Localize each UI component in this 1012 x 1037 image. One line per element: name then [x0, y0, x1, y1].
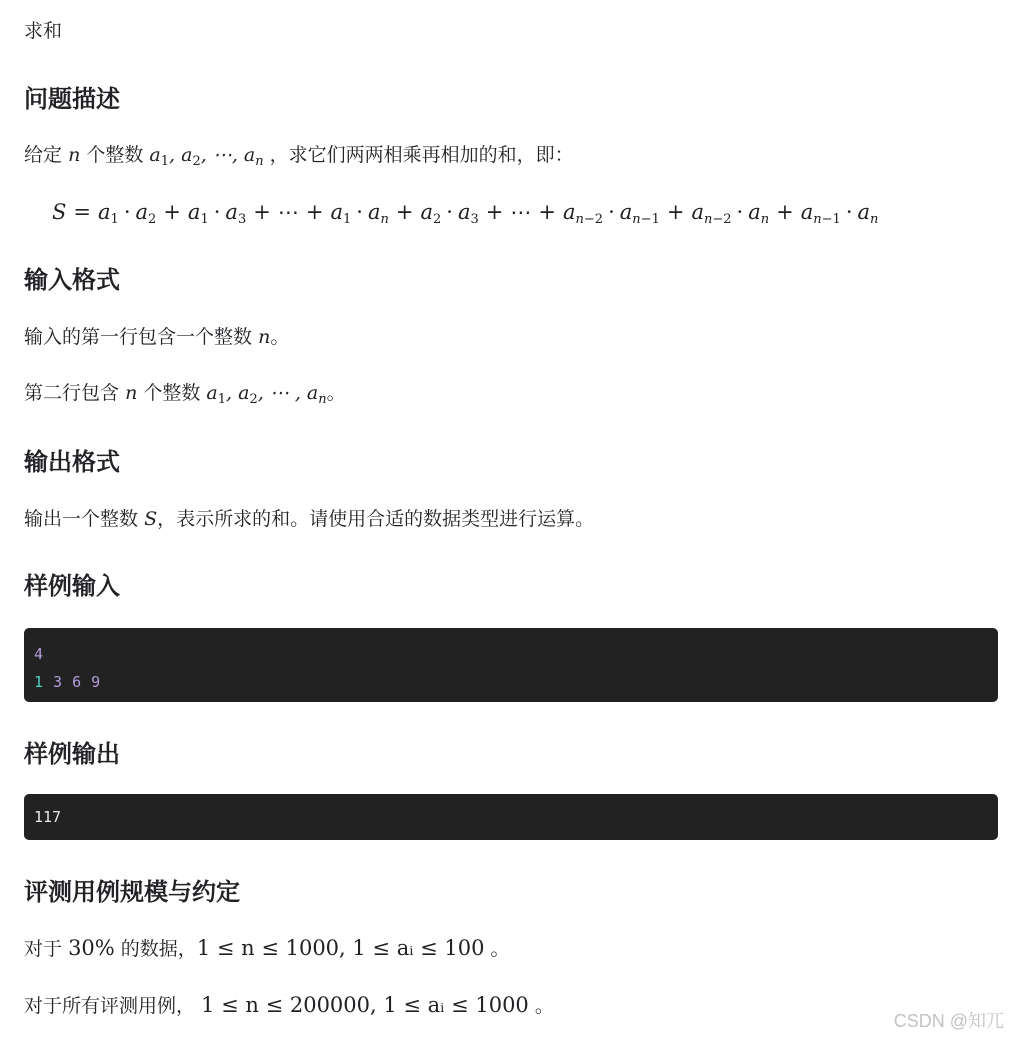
- code-token: 9: [91, 673, 101, 691]
- heading-input: 输入格式: [24, 266, 120, 294]
- constraint1-percent: 30%: [68, 936, 115, 960]
- output-text-prefix: 输出一个整数: [24, 508, 139, 530]
- constraint-line-2: [24, 992, 554, 1019]
- sample-output-code-block[interactable]: [24, 794, 998, 840]
- input-line1-suffix: 。: [270, 326, 290, 348]
- problem-text-mid: 个整数: [86, 144, 144, 166]
- problem-title: 求和: [24, 20, 63, 42]
- problem-text-suffix: ，求它们两两相乘再相加的和，即：: [269, 144, 574, 166]
- output-text-suffix: ，表示所求的和。请使用合适的数据类型进行运算。: [157, 508, 595, 530]
- heading-sample-output: 样例输出: [24, 740, 120, 768]
- code-token: 6: [72, 673, 82, 691]
- constraint1-prefix: 对于: [24, 938, 63, 960]
- code-line: 117: [34, 808, 62, 826]
- input-line-2: 第二行包含 n 个整数 $a_1$, $a_2$, ⋯ , $a_n$。: [24, 382, 346, 407]
- input-line-1: 输入的第一行包含一个整数 n。: [24, 326, 290, 348]
- heading-constraints: 评测用例规模与约定: [24, 878, 240, 906]
- code-token: 3: [53, 673, 63, 691]
- code-token: 1: [34, 673, 44, 691]
- input-line2-mid: 个整数: [143, 382, 201, 404]
- heading-problem: 问题描述: [24, 85, 120, 113]
- problem-text-prefix: 给定: [24, 144, 63, 166]
- constraint-line-1: [24, 935, 510, 962]
- input-line2-prefix: 第二行包含: [24, 382, 120, 404]
- constraint2-prefix: 对于所有评测用例，: [24, 995, 196, 1017]
- constraint2-suffix: 。: [534, 995, 554, 1017]
- constraint2-range: 1 ≤ n ≤ 200000, 1 ≤ aᵢ ≤ 1000: [201, 993, 529, 1017]
- input-line1-prefix: 输入的第一行包含一个整数: [24, 326, 253, 348]
- constraint1-suffix: 。: [490, 938, 510, 960]
- sample-input-code-block[interactable]: [24, 628, 998, 702]
- constraint1-mid: 的数据，: [120, 938, 197, 960]
- problem-description: 给定 n 个整数 $a_1$, $a_2$, ⋯, $a_n$ ，求它们两两相乘再相加的和，即：: [24, 144, 574, 169]
- output-description: 输出一个整数 S，表示所求的和。请使用合适的数据类型进行运算。: [24, 508, 595, 530]
- constraint1-range: 1 ≤ n ≤ 1000, 1 ≤ aᵢ ≤ 100: [196, 936, 485, 960]
- csdn-watermark: CSDN @知兀: [893, 1011, 1004, 1031]
- code-line: [34, 640, 988, 668]
- input-line2-suffix: 。: [326, 382, 346, 404]
- code-line: [34, 668, 988, 696]
- sum-formula: $S = a_1 \cdot a_2 + a_1 \cdot a_3$ + ⋯ + $a_1 \cdot a_n + a_2 \cdot a_3$ + ⋯ + $a_{n-2} \cdot a_{n-1} + a_{n-2} \cdot a_n + a_{n-1} \cdot a_n$: [52, 200, 879, 227]
- heading-output: 输出格式: [24, 448, 120, 476]
- heading-sample-input: 样例输入: [24, 572, 120, 600]
- code-token: 4: [34, 645, 44, 663]
